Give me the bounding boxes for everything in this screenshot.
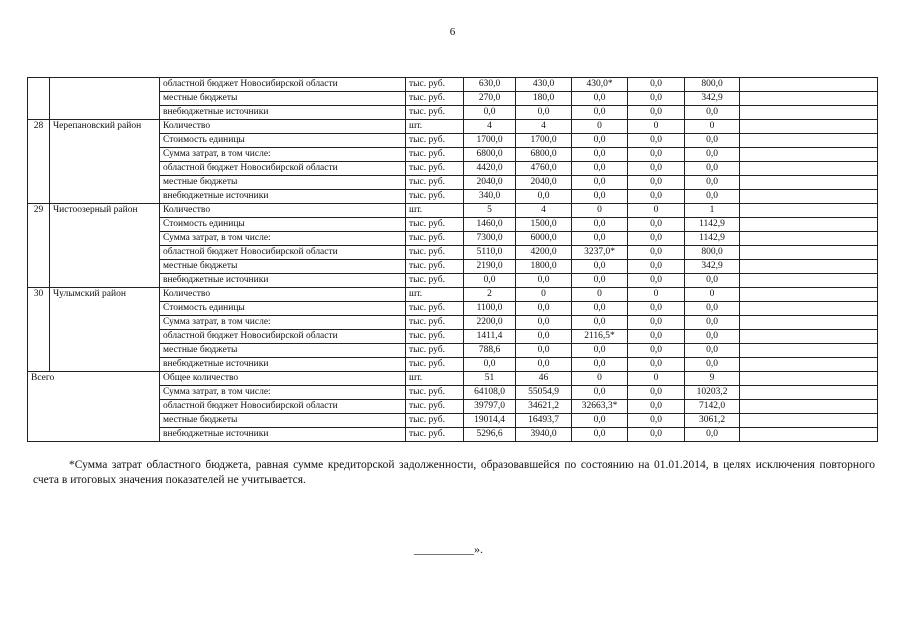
empty-cell xyxy=(740,190,878,204)
empty-cell xyxy=(740,358,878,372)
value-cell: 3061,2 xyxy=(685,414,740,428)
value-cell: 3237,0* xyxy=(572,246,628,260)
indicator-name: Количество xyxy=(160,288,406,302)
table-row xyxy=(28,78,878,92)
value-cell: 0 xyxy=(685,120,740,134)
district-name: Чулымский район xyxy=(50,288,160,372)
empty-cell xyxy=(740,288,878,302)
value-cell: 1500,0 xyxy=(516,218,572,232)
page-number: 6 xyxy=(449,26,456,38)
value-cell: 0,0 xyxy=(464,358,516,372)
unit: тыс. руб. xyxy=(406,232,464,246)
value-cell: 0,0 xyxy=(628,358,685,372)
indicator-name: Количество xyxy=(160,120,406,134)
indicator-name: Стоимость единицы xyxy=(160,302,406,316)
empty-cell xyxy=(740,414,878,428)
indicator-name: областной бюджет Новосибирской области xyxy=(160,330,406,344)
closing-mark: __________». xyxy=(414,542,483,556)
value-cell: 19014,4 xyxy=(464,414,516,428)
value-cell: 0,0 xyxy=(685,176,740,190)
value-cell: 0,0 xyxy=(516,302,572,316)
budget-table xyxy=(27,77,878,442)
value-cell: 0,0 xyxy=(628,344,685,358)
row-number: 30 xyxy=(28,288,50,372)
value-cell: 4760,0 xyxy=(516,162,572,176)
value-cell: 0 xyxy=(628,120,685,134)
empty-cell xyxy=(740,204,878,218)
value-cell: 1 xyxy=(685,204,740,218)
unit: тыс. руб. xyxy=(406,302,464,316)
value-cell: 3940,0 xyxy=(516,428,572,442)
value-cell: 0 xyxy=(628,288,685,302)
indicator-name: Сумма затрат, в том числе: xyxy=(160,316,406,330)
value-cell: 342,9 xyxy=(685,92,740,106)
value-cell: 0,0 xyxy=(628,78,685,92)
empty-cell xyxy=(740,78,878,92)
unit: тыс. руб. xyxy=(406,274,464,288)
district-name xyxy=(50,78,160,120)
value-cell: 340,0 xyxy=(464,190,516,204)
empty-cell xyxy=(740,274,878,288)
value-cell: 0,0 xyxy=(516,190,572,204)
value-cell: 4 xyxy=(516,204,572,218)
indicator-name: местные бюджеты xyxy=(160,176,406,190)
value-cell: 0,0 xyxy=(628,260,685,274)
value-cell: 1460,0 xyxy=(464,218,516,232)
table-row xyxy=(28,120,878,134)
value-cell: 51 xyxy=(464,372,516,386)
empty-cell xyxy=(740,400,878,414)
value-cell: 0 xyxy=(572,204,628,218)
value-cell: 0,0 xyxy=(628,190,685,204)
unit: шт. xyxy=(406,372,464,386)
value-cell: 32663,3* xyxy=(572,400,628,414)
value-cell: 0 xyxy=(516,288,572,302)
unit: тыс. руб. xyxy=(406,260,464,274)
value-cell: 800,0 xyxy=(685,246,740,260)
empty-cell xyxy=(740,106,878,120)
empty-cell xyxy=(740,428,878,442)
value-cell: 180,0 xyxy=(516,92,572,106)
value-cell: 0,0 xyxy=(572,386,628,400)
indicator-name: областной бюджет Новосибирской области xyxy=(160,246,406,260)
value-cell: 0,0 xyxy=(628,386,685,400)
indicator-name: Сумма затрат, в том числе: xyxy=(160,232,406,246)
empty-cell xyxy=(740,134,878,148)
value-cell: 0,0 xyxy=(628,400,685,414)
empty-cell xyxy=(740,120,878,134)
unit: тыс. руб. xyxy=(406,344,464,358)
empty-cell xyxy=(740,148,878,162)
footnote-text: *Сумма затрат областного бюджета, равная сумме кредиторской задолженности, образовавшейся по состоянию на 01.01.2014, в целях исключения повторного счета в итоговых значения показателей не учитывается. xyxy=(33,459,875,486)
value-cell: 0 xyxy=(685,288,740,302)
value-cell: 0,0 xyxy=(516,330,572,344)
value-cell: 0 xyxy=(572,120,628,134)
value-cell: 0,0 xyxy=(516,358,572,372)
district-name: Черепановский район xyxy=(50,120,160,204)
indicator-name: местные бюджеты xyxy=(160,414,406,428)
unit: тыс. руб. xyxy=(406,414,464,428)
total-label: Всего xyxy=(28,372,160,442)
value-cell: 0,0 xyxy=(628,134,685,148)
indicator-name: Количество xyxy=(160,204,406,218)
value-cell: 0,0 xyxy=(572,274,628,288)
value-cell: 430,0 xyxy=(516,78,572,92)
value-cell: 46 xyxy=(516,372,572,386)
value-cell: 0 xyxy=(628,372,685,386)
value-cell: 10203,2 xyxy=(685,386,740,400)
value-cell: 0,0 xyxy=(572,92,628,106)
unit: тыс. руб. xyxy=(406,78,464,92)
value-cell: 0,0 xyxy=(685,274,740,288)
value-cell: 6800,0 xyxy=(516,148,572,162)
value-cell: 7300,0 xyxy=(464,232,516,246)
indicator-name: областной бюджет Новосибирской области xyxy=(160,162,406,176)
indicator-name: Сумма затрат, в том числе: xyxy=(160,386,406,400)
value-cell: 0,0 xyxy=(572,344,628,358)
value-cell: 0,0 xyxy=(685,302,740,316)
value-cell: 0,0 xyxy=(572,428,628,442)
value-cell: 0,0 xyxy=(628,246,685,260)
unit: тыс. руб. xyxy=(406,316,464,330)
value-cell: 0,0 xyxy=(685,344,740,358)
unit: тыс. руб. xyxy=(406,92,464,106)
empty-cell xyxy=(740,344,878,358)
indicator-name: внебюджетные источники xyxy=(160,106,406,120)
table-body xyxy=(28,78,878,442)
value-cell: 0,0 xyxy=(685,358,740,372)
empty-cell xyxy=(740,162,878,176)
value-cell: 0,0 xyxy=(572,260,628,274)
value-cell: 0,0 xyxy=(572,106,628,120)
value-cell: 16493,7 xyxy=(516,414,572,428)
indicator-name: областной бюджет Новосибирской области xyxy=(160,400,406,414)
value-cell: 0,0 xyxy=(516,274,572,288)
value-cell: 34621,2 xyxy=(516,400,572,414)
unit: тыс. руб. xyxy=(406,428,464,442)
value-cell: 630,0 xyxy=(464,78,516,92)
unit: тыс. руб. xyxy=(406,358,464,372)
value-cell: 0 xyxy=(628,204,685,218)
indicator-name: внебюджетные источники xyxy=(160,190,406,204)
unit: шт. xyxy=(406,288,464,302)
value-cell: 5 xyxy=(464,204,516,218)
indicator-name: местные бюджеты xyxy=(160,344,406,358)
indicator-name: внебюджетные источники xyxy=(160,274,406,288)
value-cell: 39797,0 xyxy=(464,400,516,414)
value-cell: 0,0 xyxy=(685,148,740,162)
value-cell: 0,0 xyxy=(464,106,516,120)
value-cell: 0,0 xyxy=(572,232,628,246)
unit: тыс. руб. xyxy=(406,330,464,344)
indicator-name: местные бюджеты xyxy=(160,260,406,274)
value-cell: 0,0 xyxy=(516,316,572,330)
value-cell: 0,0 xyxy=(572,148,628,162)
table-row xyxy=(28,204,878,218)
value-cell: 0,0 xyxy=(628,274,685,288)
value-cell: 0,0 xyxy=(685,106,740,120)
value-cell: 0,0 xyxy=(628,302,685,316)
unit: тыс. руб. xyxy=(406,134,464,148)
empty-cell xyxy=(740,372,878,386)
indicator-name: Общее количество xyxy=(160,372,406,386)
value-cell: 0,0 xyxy=(628,106,685,120)
value-cell: 430,0* xyxy=(572,78,628,92)
value-cell: 4 xyxy=(516,120,572,134)
empty-cell xyxy=(740,316,878,330)
value-cell: 0,0 xyxy=(572,358,628,372)
empty-cell xyxy=(740,232,878,246)
indicator-name: областной бюджет Новосибирской области xyxy=(160,78,406,92)
value-cell: 800,0 xyxy=(685,78,740,92)
value-cell: 0,0 xyxy=(464,274,516,288)
district-name: Чистоозерный район xyxy=(50,204,160,288)
value-cell: 0,0 xyxy=(572,218,628,232)
unit: тыс. руб. xyxy=(406,400,464,414)
unit: тыс. руб. xyxy=(406,176,464,190)
indicator-name: Стоимость единицы xyxy=(160,218,406,232)
unit: тыс. руб. xyxy=(406,162,464,176)
unit: тыс. руб. xyxy=(406,218,464,232)
value-cell: 7142,0 xyxy=(685,400,740,414)
value-cell: 2116,5* xyxy=(572,330,628,344)
row-number xyxy=(28,78,50,120)
value-cell: 0,0 xyxy=(685,190,740,204)
value-cell: 1800,0 xyxy=(516,260,572,274)
indicator-name: Стоимость единицы xyxy=(160,134,406,148)
table-row xyxy=(28,288,878,302)
value-cell: 788,6 xyxy=(464,344,516,358)
value-cell: 0,0 xyxy=(572,190,628,204)
empty-cell xyxy=(740,386,878,400)
row-number: 29 xyxy=(28,204,50,288)
value-cell: 0 xyxy=(572,288,628,302)
value-cell: 1142,9 xyxy=(685,232,740,246)
value-cell: 0,0 xyxy=(516,106,572,120)
footnote xyxy=(33,458,875,488)
value-cell: 4420,0 xyxy=(464,162,516,176)
value-cell: 1411,4 xyxy=(464,330,516,344)
indicator-name: внебюджетные источники xyxy=(160,358,406,372)
value-cell: 0,0 xyxy=(685,428,740,442)
empty-cell xyxy=(740,260,878,274)
value-cell: 0,0 xyxy=(685,330,740,344)
unit: тыс. руб. xyxy=(406,246,464,260)
indicator-name: местные бюджеты xyxy=(160,92,406,106)
indicator-name: внебюджетные источники xyxy=(160,428,406,442)
unit: тыс. руб. xyxy=(406,148,464,162)
empty-cell xyxy=(740,92,878,106)
empty-cell xyxy=(740,176,878,190)
table-row xyxy=(28,372,878,386)
value-cell: 0,0 xyxy=(685,316,740,330)
value-cell: 0,0 xyxy=(572,316,628,330)
empty-cell xyxy=(740,246,878,260)
value-cell: 2200,0 xyxy=(464,316,516,330)
value-cell: 2 xyxy=(464,288,516,302)
value-cell: 64108,0 xyxy=(464,386,516,400)
value-cell: 6800,0 xyxy=(464,148,516,162)
unit: тыс. руб. xyxy=(406,190,464,204)
empty-cell xyxy=(740,302,878,316)
indicator-name: Сумма затрат, в том числе: xyxy=(160,148,406,162)
value-cell: 0,0 xyxy=(572,134,628,148)
value-cell: 4 xyxy=(464,120,516,134)
value-cell: 6000,0 xyxy=(516,232,572,246)
unit: тыс. руб. xyxy=(406,386,464,400)
value-cell: 5296,6 xyxy=(464,428,516,442)
row-number: 28 xyxy=(28,120,50,204)
value-cell: 4200,0 xyxy=(516,246,572,260)
value-cell: 2040,0 xyxy=(464,176,516,190)
value-cell: 342,9 xyxy=(685,260,740,274)
value-cell: 0,0 xyxy=(572,162,628,176)
unit: шт. xyxy=(406,120,464,134)
empty-cell xyxy=(740,330,878,344)
value-cell: 1700,0 xyxy=(516,134,572,148)
value-cell: 1142,9 xyxy=(685,218,740,232)
value-cell: 0,0 xyxy=(628,330,685,344)
value-cell: 270,0 xyxy=(464,92,516,106)
unit: тыс. руб. xyxy=(406,106,464,120)
value-cell: 0,0 xyxy=(628,428,685,442)
value-cell: 0,0 xyxy=(628,176,685,190)
value-cell: 0,0 xyxy=(628,316,685,330)
value-cell: 0,0 xyxy=(628,218,685,232)
value-cell: 0 xyxy=(572,372,628,386)
value-cell: 0,0 xyxy=(628,414,685,428)
value-cell: 0,0 xyxy=(628,162,685,176)
value-cell: 0,0 xyxy=(685,162,740,176)
value-cell: 0,0 xyxy=(628,232,685,246)
value-cell: 0,0 xyxy=(572,414,628,428)
value-cell: 0,0 xyxy=(685,134,740,148)
value-cell: 0,0 xyxy=(628,148,685,162)
value-cell: 5110,0 xyxy=(464,246,516,260)
value-cell: 9 xyxy=(685,372,740,386)
value-cell: 2040,0 xyxy=(516,176,572,190)
value-cell: 0,0 xyxy=(572,302,628,316)
value-cell: 0,0 xyxy=(572,176,628,190)
value-cell: 1700,0 xyxy=(464,134,516,148)
value-cell: 0,0 xyxy=(628,92,685,106)
value-cell: 55054,9 xyxy=(516,386,572,400)
value-cell: 1100,0 xyxy=(464,302,516,316)
unit: шт. xyxy=(406,204,464,218)
empty-cell xyxy=(740,218,878,232)
value-cell: 2190,0 xyxy=(464,260,516,274)
value-cell: 0,0 xyxy=(516,344,572,358)
